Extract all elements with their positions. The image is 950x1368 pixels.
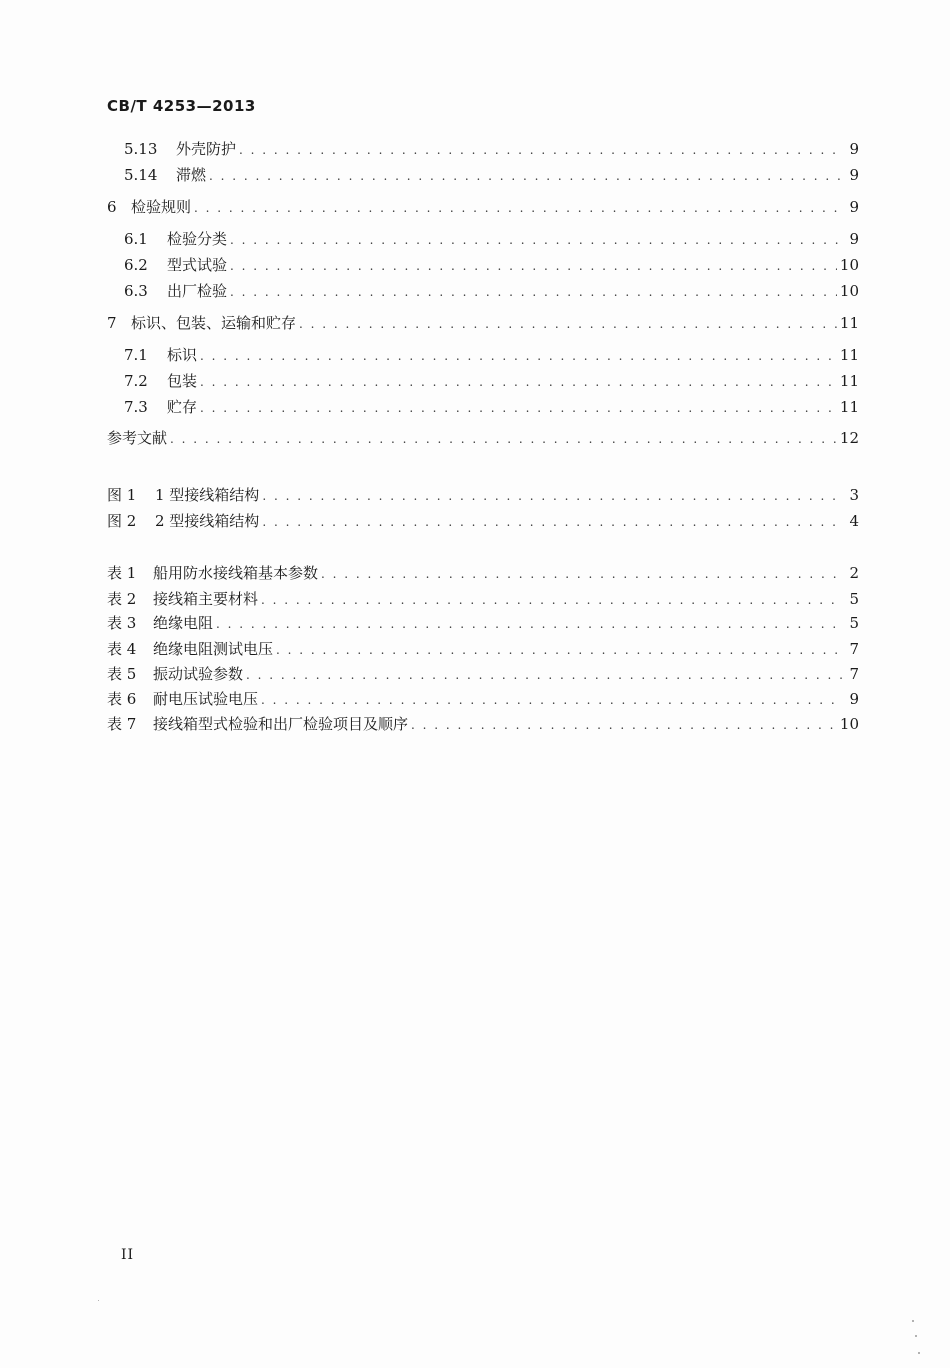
dot-leader — [246, 665, 842, 685]
table-entry-page: 7 — [849, 665, 859, 683]
figure-entry-page: 4 — [849, 512, 859, 530]
table-entry-5[interactable] — [107, 664, 859, 684]
toc-entry-6-1[interactable] — [124, 229, 859, 249]
dot-leader — [261, 590, 842, 610]
toc-entry-6-3[interactable] — [124, 281, 859, 301]
scan-speck — [912, 1320, 914, 1322]
table-entry-page: 2 — [849, 564, 859, 582]
toc-entry-page: 11 — [839, 314, 859, 332]
toc-entry-page: 9 — [849, 198, 859, 216]
dot-leader — [262, 512, 842, 532]
table-entry-number: 表 1 — [107, 564, 137, 582]
toc-entry-page: 12 — [839, 429, 859, 447]
toc-entry-number: 7.1 — [124, 346, 148, 364]
dot-leader — [230, 230, 842, 250]
toc-entry-7-3[interactable] — [124, 397, 859, 417]
dot-leader — [276, 640, 842, 660]
toc-entry-title: 贮存 — [167, 398, 198, 416]
dot-leader — [230, 282, 837, 302]
toc-entry-page: 9 — [849, 230, 859, 248]
toc-entry-7-2[interactable] — [124, 371, 859, 391]
toc-entry-page: 11 — [839, 398, 859, 416]
dot-leader — [200, 346, 837, 366]
toc-entry-title: 标识、包装、运输和贮存 — [131, 314, 297, 332]
toc-entry-title: 外壳防护 — [176, 140, 237, 158]
table-entry-number: 表 7 — [107, 715, 137, 733]
dot-leader — [209, 166, 842, 186]
toc-entry-number: 6.1 — [124, 230, 148, 248]
toc-entry-6-2[interactable] — [124, 255, 859, 275]
dot-leader — [239, 140, 842, 160]
toc-entry-5-13[interactable] — [124, 139, 859, 159]
dot-leader — [262, 486, 842, 506]
toc-entry-number: 5.14 — [124, 166, 158, 184]
table-entry-4[interactable] — [107, 639, 859, 659]
figure-entry-1[interactable] — [107, 485, 859, 505]
toc-entry-page: 9 — [849, 140, 859, 158]
toc-entry-7[interactable] — [107, 313, 859, 333]
table-entry-6[interactable] — [107, 689, 859, 709]
dot-leader — [261, 690, 842, 710]
dot-leader — [170, 429, 837, 449]
document-code: CB/T 4253—2013 — [107, 97, 256, 115]
table-entry-page: 5 — [849, 614, 859, 632]
figure-entry-title: 1 型接线箱结构 — [155, 486, 260, 504]
table-entry-page: 7 — [849, 640, 859, 658]
scan-speck — [915, 1335, 917, 1337]
scan-speck — [98, 1300, 99, 1301]
dot-leader — [230, 256, 837, 276]
scan-speck — [918, 1352, 920, 1354]
toc-entry-title: 出厂检验 — [167, 282, 228, 300]
table-entry-title: 耐电压试验电压 — [153, 690, 259, 708]
table-entry-page: 9 — [849, 690, 859, 708]
table-entry-number: 表 3 — [107, 614, 137, 632]
figure-entry-2[interactable] — [107, 511, 859, 531]
table-entry-number: 表 2 — [107, 590, 137, 608]
dot-leader — [299, 314, 837, 334]
toc-entry-page: 11 — [839, 346, 859, 364]
table-entry-number: 表 6 — [107, 690, 137, 708]
toc-entry-number: 7 — [107, 314, 117, 332]
toc-entry-5-14[interactable] — [124, 165, 859, 185]
table-entry-number: 表 5 — [107, 665, 137, 683]
dot-leader — [200, 372, 837, 392]
figure-entry-page: 3 — [849, 486, 859, 504]
dot-leader — [216, 614, 842, 634]
table-entry-title: 接线箱型式检验和出厂检验项目及顺序 — [153, 715, 409, 733]
toc-entry-6[interactable] — [107, 197, 859, 217]
table-entry-1[interactable] — [107, 563, 859, 583]
table-entry-title: 接线箱主要材料 — [153, 590, 259, 608]
toc-entry-references[interactable] — [107, 428, 859, 448]
toc-entry-title: 型式试验 — [167, 256, 228, 274]
dot-leader — [194, 198, 842, 218]
toc-entry-number: 7.3 — [124, 398, 148, 416]
toc-entry-title: 滞燃 — [176, 166, 207, 184]
toc-entry-number: 6 — [107, 198, 117, 216]
table-entry-page: 5 — [849, 590, 859, 608]
toc-entry-title: 标识 — [167, 346, 198, 364]
toc-entry-number: 5.13 — [124, 140, 158, 158]
toc-entry-title: 检验规则 — [131, 198, 192, 216]
page-number: II — [121, 1247, 135, 1263]
table-entry-number: 表 4 — [107, 640, 137, 658]
figure-entry-number: 图 2 — [107, 512, 137, 530]
table-entry-title: 船用防水接线箱基本参数 — [153, 564, 319, 582]
table-entry-title: 绝缘电阻 — [153, 614, 214, 632]
table-entry-3[interactable] — [107, 613, 859, 633]
table-entry-title: 振动试验参数 — [153, 665, 244, 683]
table-entry-page: 10 — [839, 715, 859, 733]
toc-entry-number: 6.2 — [124, 256, 148, 274]
dot-leader — [200, 398, 837, 418]
toc-entry-page: 10 — [839, 282, 859, 300]
toc-entry-7-1[interactable] — [124, 345, 859, 365]
toc-entry-title: 包装 — [167, 372, 198, 390]
figure-entry-number: 图 1 — [107, 486, 137, 504]
toc-entry-title: 参考文献 — [107, 429, 168, 447]
figure-entry-title: 2 型接线箱结构 — [155, 512, 260, 530]
toc-entry-page: 9 — [849, 166, 859, 184]
dot-leader — [321, 564, 842, 584]
table-entry-2[interactable] — [107, 589, 859, 609]
table-entry-7[interactable] — [107, 714, 859, 734]
toc-entry-page: 10 — [839, 256, 859, 274]
dot-leader — [411, 715, 837, 735]
toc-entry-number: 6.3 — [124, 282, 148, 300]
table-entry-title: 绝缘电阻测试电压 — [153, 640, 274, 658]
toc-entry-page: 11 — [839, 372, 859, 390]
toc-entry-title: 检验分类 — [167, 230, 228, 248]
toc-entry-number: 7.2 — [124, 372, 148, 390]
